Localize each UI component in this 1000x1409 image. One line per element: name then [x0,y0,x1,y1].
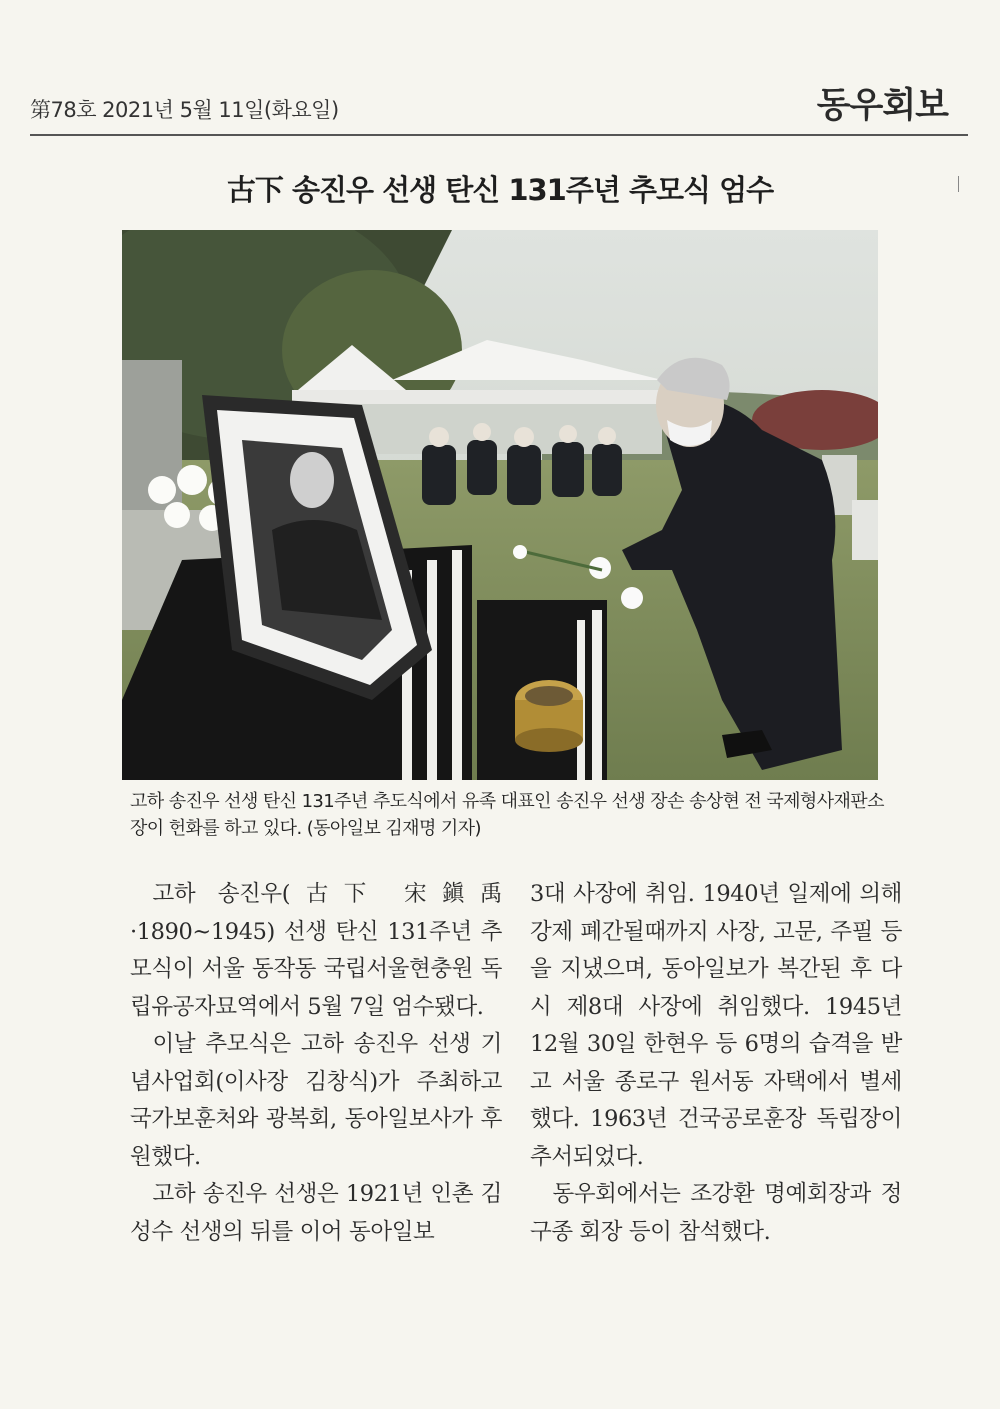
margin-mark [958,176,959,192]
memorial-photo [122,230,878,780]
masthead [30,76,968,136]
article-body-left-column [130,876,502,1251]
newspaper-title: 동우회보 [816,86,948,126]
article-headline: 古下 송진우 선생 탄신 131주년 추모식 엄수 [226,173,774,207]
article-paragraph: 이날 추모식은 고하 송진우 선생 기념사업회(이사장 김창식)가 주최하고 국가보훈처와 광복회, 동아일보사가 후원했다. [130,1031,502,1170]
article-paragraph: 고하 송진우 선생은 1921년 인촌 김성수 선생의 뒤를 이어 동아일보 [130,1181,502,1245]
memorial-photo-illustration [122,230,878,780]
issue-date: 第78호 2021년 5월 11일(화요일) [30,98,339,122]
photo-caption: 고하 송진우 선생 탄신 131주년 추도식에서 유족 대표인 송진우 선생 장손 송상현 전 국제형사재판소장이 헌화를 하고 있다. (동아일보 김재명 기자) [130,791,884,839]
article-paragraph: 동우회에서는 조강환 명예회장과 정구종 회장 등이 참석했다. [530,1181,902,1245]
article-paragraph: 3대 사장에 취임. 1940년 일제에 의해 강제 폐간될때까지 사장, 고문, 주필 등을 지냈으며, 동아일보가 복간된 후 다시 제8대 사장에 취임했다. 1945년 12월 30일 한현우 등 6명의 습격을 받고 서울 종로구 원서동 자택에서 별세했다. 1963년 건국공로훈장 독립장이 추서되었다. [530,881,902,1170]
article-body-right-column [530,876,902,1251]
article-paragraph: 고하 송진우(古下 宋鎭禹·1890~1945) 선생 탄신 131주년 추모식이 서울 동작동 국립서울현충원 독립유공자묘역에서 5월 7일 엄수됐다. [130,881,502,1020]
